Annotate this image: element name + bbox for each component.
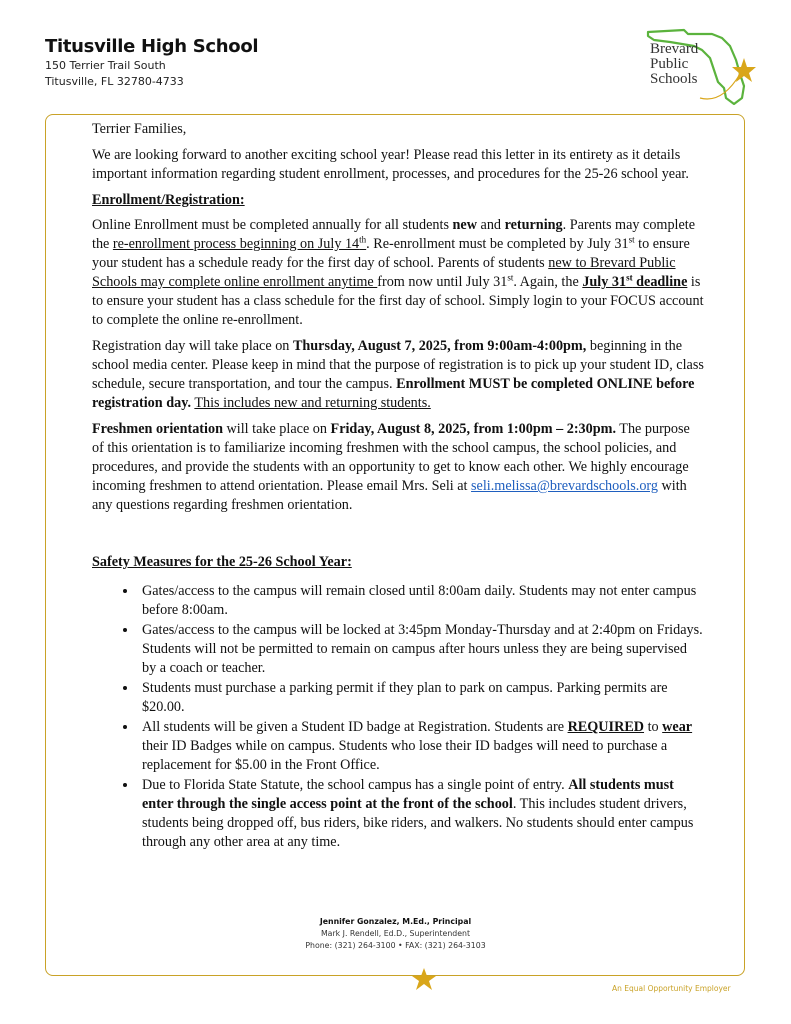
phone-fax: Phone: (321) 264-3100 • FAX: (321) 264-3103 (305, 941, 486, 950)
text: beginning in the school media center. Please keep in mind that the purpose of registration is to pick up your student ID, class schedule, secure transportation, and tour the campus. (92, 338, 704, 392)
text: Registration day will take place on (92, 338, 293, 354)
registration-paragraph (92, 337, 704, 413)
intro-paragraph: We are looking forward to another exciting school year! Please read this letter in its entirety as it details important information regarding student enrollment, processes, and procedures for the 25-26 school year. (92, 147, 689, 182)
star-icon (412, 968, 436, 990)
list-item (138, 776, 704, 852)
text: st (628, 234, 635, 245)
equal-opportunity-text: An Equal Opportunity Employer (612, 984, 731, 993)
principal-name: Jennifer Gonzalez, M.Ed., Principal (319, 917, 472, 926)
safety-list (92, 582, 704, 852)
list-item: • Gates/access to the campus will be locked at 3:45pm Monday-Thursday and at 2:40pm on Fridays. Students will not be permitted to remain on campus after hours unless they are being supervised by a coach or teacher. (138, 621, 704, 678)
text: returning (504, 217, 563, 233)
text: . This includes student drivers, students being dropped off, bus riders, bike riders, and walkers. No students should enter campus through any other area at any time. (142, 796, 694, 850)
letter-footer (0, 916, 791, 952)
text: Friday, August 8, 2025, from 1:00pm – 2:30pm. (330, 421, 616, 437)
text: new (452, 217, 477, 233)
text: This includes new and returning students. (194, 395, 431, 411)
list-item: • Students must purchase a parking permit if they plan to park on campus. Parking permits are $20.00. (138, 679, 704, 717)
text: Thursday, August 7, 2025, from 9:00am-4:00pm, (292, 338, 587, 354)
text: their ID Badges while on campus. Students who lose their ID badges will need to purchase a replacement for $5.00 in the Front Office. (142, 738, 668, 773)
enrollment-heading: Enrollment/Registration: (92, 192, 245, 208)
address-line-1: 150 Terrier Trail South (45, 59, 166, 72)
text: from now until July 31 (377, 274, 508, 290)
text: . Parents may complete the (92, 217, 696, 252)
brevard-logo (640, 24, 756, 110)
address-line-2: Titusville, FL 32780-4733 (45, 75, 184, 88)
text: Online Enrollment must be completed annually for all students (92, 217, 453, 233)
text (582, 274, 687, 290)
list-item: • Gates/access to the campus will remain closed until 8:00am daily. Students may not enter campus before 8:00am. (138, 582, 704, 620)
text: Due to Florida State Statute, the school campus has a single point of entry. (142, 777, 569, 793)
text: All students must enter through the single access point at the front of the school (142, 777, 674, 812)
text: th (359, 234, 367, 245)
safety-heading: Safety Measures for the 25-26 School Year: (92, 554, 352, 570)
logo-line-1: Brevard (650, 41, 699, 57)
text: st (626, 272, 633, 283)
text: Freshmen orientation (92, 421, 223, 437)
school-name: Titusville High School (45, 36, 259, 57)
greeting: Terrier Families, (92, 121, 187, 137)
school-header (45, 36, 258, 90)
text: is to ensure your student has a class schedule for the first day of school. Simply login to your FOCUS account to complete the online re-enrollment. (92, 274, 704, 328)
text: All students will be given a Student ID badge at Registration. Students are (142, 719, 568, 735)
text: and (476, 217, 505, 233)
text: REQUIRED (567, 719, 645, 735)
text: . Re-enrollment must be completed by July 31 (366, 236, 629, 252)
text: with any questions regarding freshmen orientation. (92, 478, 687, 513)
letter-body (92, 120, 704, 853)
superintendent-name: Mark J. Rendell, Ed.D., Superintendent (320, 929, 471, 938)
text: st (507, 272, 514, 283)
email-link[interactable]: seli.melissa@brevardschools.org (471, 478, 658, 494)
text: to (644, 719, 663, 735)
logo-line-2: Public (650, 56, 689, 72)
text: new to Brevard Public Schools may complete online enrollment anytime (92, 255, 676, 290)
text: will take place on (222, 421, 331, 437)
text: re-enrollment process beginning on July 14 (112, 236, 360, 252)
text: July 31 (582, 274, 627, 290)
text: . Again, the (513, 274, 583, 290)
enrollment-paragraph (92, 216, 704, 330)
text: wear (662, 719, 693, 735)
text: to ensure your student has a schedule ready for the first day of school. Parents of students (92, 236, 690, 271)
text (113, 236, 366, 252)
text: The purpose of this orientation is to familiarize incoming freshmen with the school campus, the school policies, and procedures, and provide the students with an opportunity to get to know each other. We highly encourage incoming freshmen to attend orientation. Please email Mrs. Seli at (92, 421, 690, 494)
freshmen-paragraph (92, 420, 704, 515)
text: deadline (632, 274, 688, 290)
text: Enrollment MUST be completed ONLINE before registration day. (92, 376, 695, 411)
logo-line-3: Schools (650, 71, 698, 87)
list-item (138, 718, 704, 775)
